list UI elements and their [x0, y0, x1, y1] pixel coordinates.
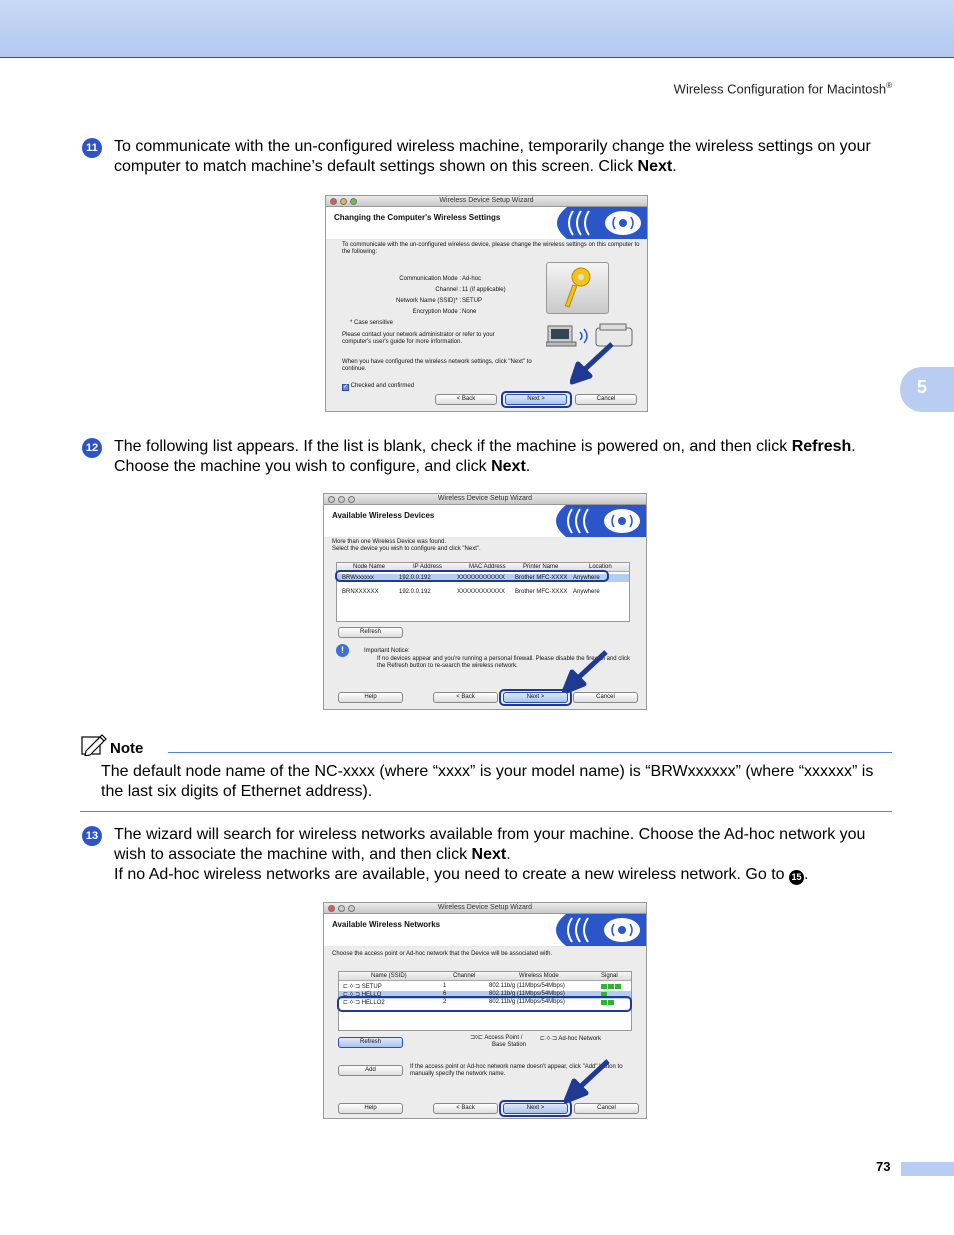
refresh-button[interactable]: Refresh — [338, 1037, 403, 1048]
step-text: The following list appears. If the list is blank, check if the machine is powered on, and then click Refresh. Choose the machine you wish to configure, and click Next. — [114, 438, 856, 475]
window-titlebar: Wireless Device Setup Wizard — [326, 196, 647, 207]
legend-access-point: ⊐◊⊏ Access Point / Base Station — [470, 1035, 527, 1048]
screenshot-available-networks: Wireless Device Setup Wizard Available Wireless Networks Choose the access point or Ad-hoc network that the Device will be associated with. Name (SSID) Channel Wireless Mode Signal ⊏·◊·⊐ SETUP 1 802.11b/g (11Mbps/54Mbps) ⊏·◊·⊐ HELLO 6 802.11b/g (11Mbps/54Mbps) ⊏·◊·⊐ HELLO2 2 802.11b/g (11Mbps/54Mbps) Refresh ⊐◊⊏ Access Point / Base Station ⊏·◊·⊐ Ad-hoc Network Add If the access point or Ad-hoc network name doesn't appear, click "Add" button to manually specify the network name. Help < Back Next > Cancel — [323, 902, 647, 1119]
info-icon: ! — [336, 644, 349, 657]
step-number: 11 — [82, 138, 102, 158]
next-highlight — [501, 391, 572, 408]
wizard-heading: Available Wireless Networks — [332, 920, 441, 929]
pointer-arrow-icon — [564, 1057, 612, 1105]
pointer-arrow-icon — [570, 340, 616, 386]
back-button[interactable]: < Back — [433, 692, 498, 703]
page-number: 73 — [876, 1159, 891, 1174]
step-11 — [82, 137, 892, 177]
next-highlight — [499, 1100, 572, 1117]
next-button[interactable]: Next > — [503, 1103, 568, 1114]
cancel-button[interactable]: Cancel — [574, 1103, 639, 1114]
cancel-button[interactable]: Cancel — [575, 394, 637, 405]
key-icon — [546, 262, 609, 314]
window-titlebar: Wireless Device Setup Wizard — [324, 494, 646, 505]
note-box — [80, 732, 892, 802]
row-highlight — [337, 996, 632, 1012]
table-header: Name (SSID) Channel Wireless Mode Signal — [339, 972, 631, 981]
note-label: Note — [110, 740, 144, 757]
wireless-logo-icon — [527, 207, 647, 239]
wireless-logo-icon — [526, 914, 646, 946]
wizard-banner — [326, 207, 647, 239]
wireless-logo-icon — [526, 505, 646, 537]
note-text: The default node name of the NC-xxxx (where “xxxx” is your model name) is “BRWxxxxxx” (where “xxxxxx” is the last six digits of Ethernet address). — [101, 763, 874, 800]
confirm-checkbox[interactable]: ✓ Checked and confirmed — [343, 383, 415, 390]
top-banner — [0, 0, 954, 58]
wizard-heading: Changing the Computer's Wireless Settings — [334, 213, 501, 222]
screenshot-available-devices: Wireless Device Setup Wizard Available Wireless Devices More than one Wireless Device was found. Select the device you wish to configure and click "Next". Node Name IP Address MAC Address Printer Name Location BRWxxxxxx 192.0.0.192 XXXXXXXXXXXX Brother MFC-XXXX Anywhere BRNXXXXXX 192.0.0.192 XXXXXXXXXXXX Brother MFC-XXXX Anywhere Refresh ! Important Notice: If no devices appear and you're running a personal firewall. Please disable the firewall and click the Refresh button to re-search the wireless network. Help < Back Next > Cancel — [323, 493, 647, 710]
step-number: 13 — [82, 826, 102, 846]
table-row[interactable]: BRNXXXXXX — [342, 589, 379, 595]
help-button[interactable]: Help — [338, 1103, 403, 1114]
step-13 — [82, 825, 892, 885]
table-header: Node Name IP Address MAC Address Printer Name Location — [337, 563, 629, 572]
help-button[interactable]: Help — [338, 692, 403, 703]
table-row[interactable]: ⊏·◊·⊐ SETUP — [343, 984, 382, 990]
screenshot-changing-settings: Wireless Device Setup Wizard Changing the Computer's Wireless Settings To communicate with the un-configured wireless device, please change the wireless settings on this computer to the following: Communication Mode : Channel : Network Name (SSID)* : Encryption Mode : Ad-hoc 11 (if applicable) SETUP None * Case sensitive Please contact your network administrator or refer to your computer's user's guide for more information. When you have configured the wireless network settings, click "Next" to continue. ✓ Checked and confirmed < Back Next > Cancel — [325, 195, 648, 412]
row-highlight — [335, 570, 609, 582]
chapter-tab: 5 — [900, 367, 954, 412]
step-text: The wizard will search for wireless networks available from your machine. Choose the Ad-hoc network you wish to associate the machine with, and then click Next. If no Ad-hoc wireless networks are available, you need to create a new wireless network. Go to 15 . — [114, 826, 866, 883]
wizard-heading: Available Wireless Devices — [332, 511, 435, 520]
pencil-note-icon — [80, 732, 108, 756]
step-12 — [82, 437, 892, 477]
next-button[interactable]: Next > — [505, 394, 567, 405]
back-button[interactable]: < Back — [433, 1103, 498, 1114]
signal-strength-icon — [601, 984, 623, 989]
devices-table[interactable]: Node Name IP Address MAC Address Printer Name Location BRWxxxxxx 192.0.0.192 XXXXXXXXXXXX Brother MFC-XXXX Anywhere BRNXXXXXX 192.0.0.192 XXXXXXXXXXXX Brother MFC-XXXX Anywhere — [336, 562, 630, 622]
page-header: Wireless Configuration for Macintosh® — [673, 81, 892, 97]
refresh-button[interactable]: Refresh — [338, 627, 403, 638]
wizard-banner — [324, 914, 646, 946]
next-button[interactable]: Next > — [503, 692, 568, 703]
legend-adhoc: ⊏·◊·⊐ Ad-hoc Network — [540, 1036, 602, 1042]
step-ref-15[interactable]: 15 — [789, 870, 804, 885]
table-row[interactable]: ⊏·◊·⊐ HELLO2 — [343, 1000, 385, 1006]
window-titlebar: Wireless Device Setup Wizard — [324, 903, 646, 914]
page-number-bar — [901, 1162, 954, 1176]
add-button[interactable]: Add — [338, 1065, 403, 1076]
next-highlight — [499, 689, 572, 706]
back-button[interactable]: < Back — [435, 394, 497, 405]
wizard-banner — [324, 505, 646, 537]
step-number: 12 — [82, 438, 102, 458]
step-text: To communicate with the un-configured wireless machine, temporarily change the wireless settings on your computer to match machine’s default settings shown on this screen. Click Next. — [114, 138, 871, 175]
cancel-button[interactable]: Cancel — [573, 692, 638, 703]
networks-table[interactable]: Name (SSID) Channel Wireless Mode Signal ⊏·◊·⊐ SETUP 1 802.11b/g (11Mbps/54Mbps) ⊏·◊·⊐ HELLO 6 802.11b/g (11Mbps/54Mbps) ⊏·◊·⊐ HELLO2 2 802.11b/g (11Mbps/54Mbps) — [338, 971, 632, 1031]
